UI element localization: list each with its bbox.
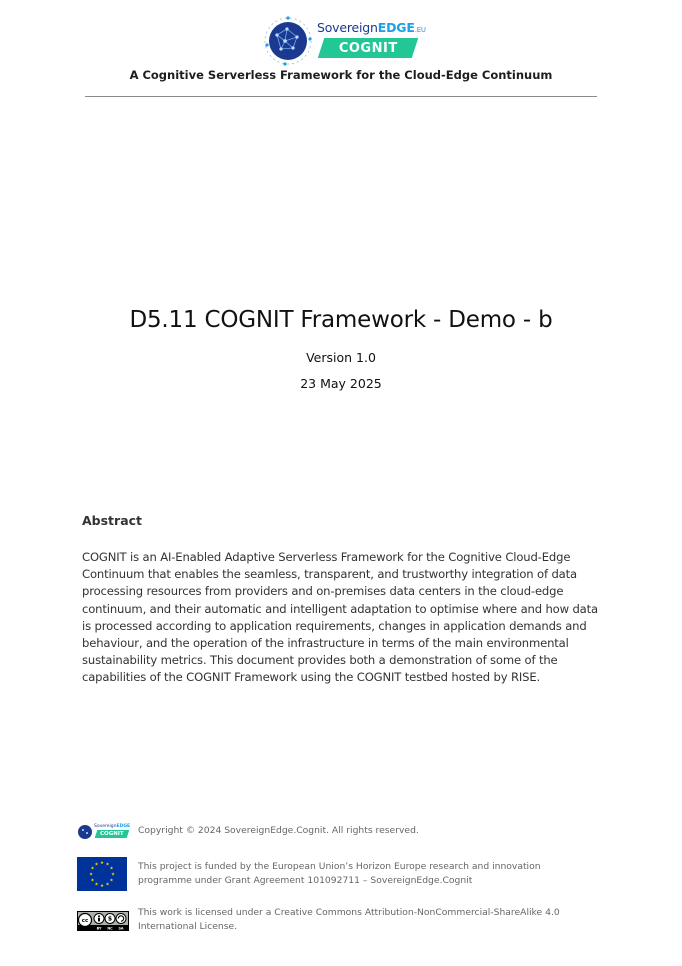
svg-text:★: ★ — [99, 861, 105, 866]
cc-label-by: BY — [96, 926, 102, 931]
document-title: D5.11 COGNIT Framework - Demo - b — [129, 307, 553, 333]
footer-brand-prefix: Sovereign — [94, 824, 117, 829]
footer-brand-emphasis: EDGE — [116, 824, 131, 829]
svg-text:★: ★ — [94, 862, 99, 868]
creative-commons-icon — [77, 911, 129, 931]
svg-text:★: ★ — [105, 882, 110, 888]
header-divider — [85, 96, 597, 97]
cognit-label: COGNIT — [338, 40, 398, 56]
cc-label-nc: NC — [107, 926, 113, 931]
svg-text:★: ★ — [109, 866, 114, 872]
svg-text:★: ★ — [88, 872, 94, 878]
svg-text:★: ★ — [109, 878, 114, 884]
network-globe-icon — [77, 824, 93, 840]
svg-text:★: ★ — [99, 884, 105, 889]
network-globe-icon — [263, 15, 313, 67]
footer-cognit-badge — [95, 830, 130, 838]
copyright-notice: Copyright © 2024 SovereignEdge.Cognit. All rights reserved. — [138, 825, 419, 836]
brand-suffix: .EU — [414, 26, 426, 34]
cc-by-nc-sa-badge — [77, 911, 129, 931]
sovereignedge-cognit-logo — [263, 15, 426, 67]
abstract-body: COGNIT is an AI-Enabled Adaptive Serverless Framework for the Cognitive Cloud-Edge Continuum that enables the seamless, transparent, and trustworthy integration of data processing resources from providers and on-premises data centers in the cloud-edge continuum, and their automatic and intelligent adaptation to optimise where and how data is processed according to application requirements, changes in application demands and behaviour, and the operation of the infrastructure in terms of the main environmental sustainability metrics. This document provides both a demonstration of some of the capabilities of the COGNIT Framework using the COGNIT testbed hosted by RISE. — [82, 550, 598, 685]
svg-text:cc: cc — [81, 918, 89, 924]
cc-label-sa: SA — [118, 926, 124, 931]
svg-text:★: ★ — [110, 872, 116, 878]
svg-text:★: ★ — [90, 866, 95, 872]
eu-stars — [77, 857, 127, 891]
header-subtitle: A Cognitive Serverless Framework for the Cloud-Edge Continuum — [129, 68, 553, 82]
svg-text:★: ★ — [94, 882, 99, 888]
footer-cognit-label: COGNIT — [100, 831, 124, 837]
svg-text:$: $ — [107, 915, 113, 923]
brand-emphasis: EDGE — [377, 20, 415, 35]
cognit-badge — [318, 38, 418, 58]
license-notice: This work is licensed under a Creative Commons Attribution-NonCommercial-ShareAlike 4.0 International License. — [138, 907, 560, 932]
footer-logo — [77, 824, 129, 840]
brand-wordmark — [317, 20, 426, 35]
funding-notice: This project is funded by the European Union’s Horizon Europe research and innovation programme under Grant Agreement 101092711 – SovereignEdge.Cognit — [138, 861, 541, 886]
document-version: Version 1.0 — [306, 350, 376, 365]
brand-prefix: Sovereign — [317, 20, 378, 35]
footer-logo-wordmark — [94, 824, 130, 829]
document-date: 23 May 2025 — [300, 376, 382, 391]
eu-flag-icon — [77, 857, 127, 891]
abstract-heading: Abstract — [82, 513, 143, 528]
svg-text:★: ★ — [90, 878, 95, 884]
svg-text:★: ★ — [105, 862, 110, 868]
